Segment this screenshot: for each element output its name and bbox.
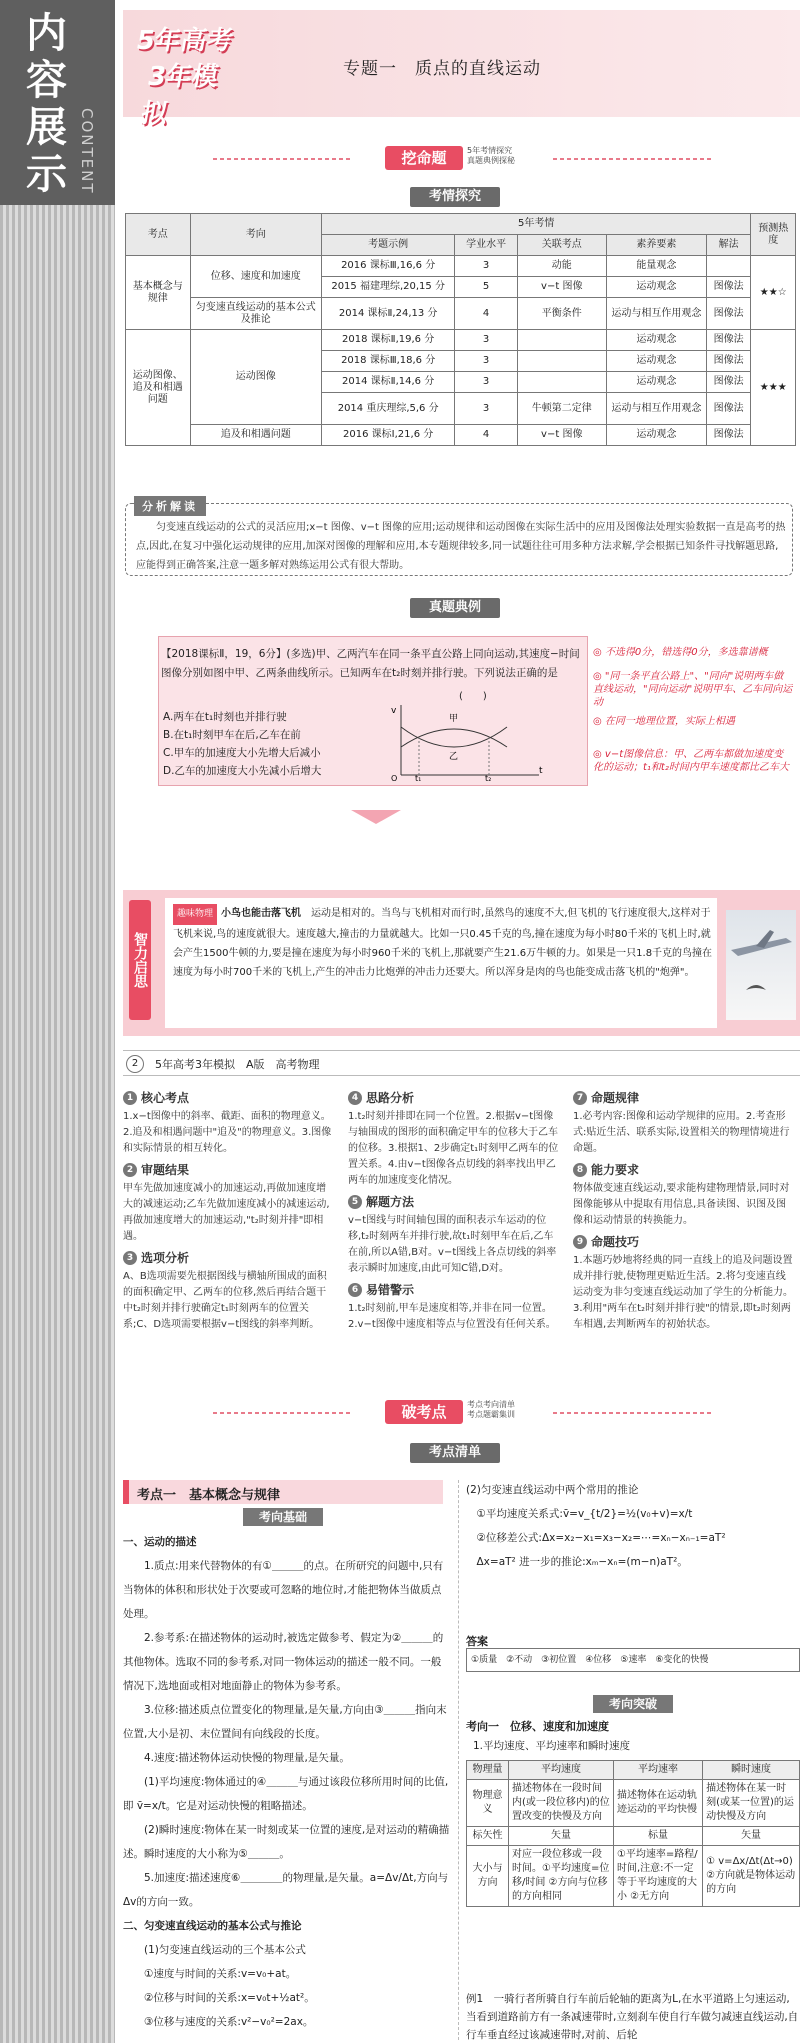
divider-line (553, 158, 713, 160)
guide-head: 1 核心考点 (123, 1090, 335, 1106)
divider-line (213, 158, 353, 160)
guide-head: 5 解题方法 (348, 1194, 560, 1210)
guide-head: 4 思路分析 (348, 1090, 560, 1106)
analysis-box (125, 500, 793, 576)
label-t1: t₁ (415, 774, 422, 781)
formula-block: (2)匀变速直线运动中两个常用的推论 ①平均速度关系式:v̄=v_{t/2}=½(v₀+v)=x/t ②位移差公式:Δx=x₂−x₁=x₃−x₂=⋯=xₙ−xₙ₋₁=aT² Δx=aT² 进一步的推论:xₘ−xₙ=(m−n)aT²。 (466, 1484, 726, 1568)
option-a: A.两车在t₁时刻也并排行驶 (163, 711, 287, 723)
kaodian-title: 考点清单 (410, 1443, 500, 1463)
analysis-tag: 分析解读 (134, 496, 206, 516)
note-4: ◎ v−t图像信息：甲、乙两车都做加速度变化的运动；t₁和t₂时间内甲车速度都比乙车大 (593, 749, 789, 773)
guide-head: 9 命题技巧 (573, 1234, 795, 1250)
vt-graph (389, 701, 549, 781)
kaodian-body: 一、运动的描述 1.质点:用来代替物体的有①＿＿＿的点。在所研究的问题中,只有当物体的体积和形状处于次要或可忽略的地位时,才能把物体当做质点处理。 2.参考系:在描述物体的运动时,被选定做参考、假定为②＿＿＿的其他物体。选取不同的参考系,对同一物体运动的描述一般不同。一般情况下,选地面或相对地面静止的物体为参考系。 3.位移:描述质点位置变化的物理量,是矢量,方向由③＿＿＿指向末位置,大小是初、末位置间有向线段的长度。 4.速度:描述物体运动快慢的物理量,是矢量。 (1)平均速度:物体通过的④＿＿＿与通过该段位移所用时间的比值,即 v̄=x/t。它是对运动快慢的粗略描述。 (2)瞬时速度:物体在某一时刻或某一位置的速度,是对运动的精确描述。瞬时速度的大小称为⑤＿＿＿。 5.加速度:描述速度⑥＿＿＿＿的物理量,是矢量。a=Δv/Δt,方向与Δv的方向一致。 二、匀变速直线运动的基本公式与推论 (1)匀变速直线运动的三个基本公式 ①速度与时间的关系:v=v₀+at。 ②位移与时间的关系:x=v₀t+½at²。 ③位移与速度的关系:v²−v₀²=2ax。 (123, 1536, 450, 2028)
note-1: ◎ 不选得0分，错选得0分，多选靠谱概 (593, 647, 768, 658)
guide-col-2: 4 思路分析 1.t₂时刻并排即在同一个位置。2.根据v−t图像与轴围成的图形的面积确定甲车的位移大于乙车的位移。3.根据1、2步确定t₁时刻甲乙两车的位置关系。4.由v−t图像各点切线的斜率找出甲乙两车的加速度变化情况。 5 解题方法 v−t图线与时间轴包围的面积表示车运动的位移,t₂时刻两车并排行驶,故t₁时刻甲车在后,乙车在前,所以A错,B对。v−t图线上各点切线的斜率表示瞬时加速度,由此可知C错,D对。 6 易错警示 1.t₂时刻前,甲车是速度相等,并非在同一位置。2.v−t图像中速度相等点与位置没有任何关系。 (348, 1091, 559, 1330)
guide-col-3: 7 命题规律 1.必考内容:图像和运动学规律的应用。2.考查形式:贴近生活、联系实际,设置相关的物理情境进行命题。 8 能力要求 物体做变速直线运动,要求能构建物理情景,同时对图像能够从中提取有用信息,具备读图、识图及图像和运动情景的转换能力。 9 命题技巧 1.本题巧妙地将经典的同一直线上的追及问题设置成并排行驶,使物理更贴近生活。2.将匀变速直线运动变为非匀变速直线运动加了学生的分析能力。3.利用"两车在t₂时刻并排行驶"的情景,即t₂时刻两车相遇,去判断两车的初始状态。 (573, 1091, 793, 1330)
chapter-title: 专题一 质点的直线运动 (343, 59, 541, 79)
section-banner: 挖命题 (385, 146, 463, 170)
direction-sub: 1.平均速度、平均速率和瞬时速度 (473, 1740, 631, 1752)
chapter-header (123, 10, 800, 129)
zhenti-title: 真题典例 (410, 598, 500, 618)
exam-question (158, 636, 588, 786)
fun-side-label: 智力启思 (129, 900, 151, 1020)
side-subtitle: CONTENT (78, 108, 96, 195)
banner-caption: 5年考情探究 真题典例探秘 (467, 146, 515, 165)
page-header (123, 1050, 800, 1076)
curve-yi (401, 727, 507, 747)
answer-blank: ( ) (459, 691, 487, 702)
option-b: B.在t₁时刻甲车在后,乙车在前 (163, 729, 301, 741)
page (123, 0, 800, 2043)
fun-text: 趣味物理 小鸟也能击落飞机 运动是相对的。当鸟与飞机相对而行时,虽然鸟的速度不大,但飞机的飞行速度很大,这样对于飞机来说,鸟的速度就很大。速度越大,撞击的力量就越大。比如一只0.45千克的鸟,撞在速度为每小时80千米的飞机上时,就会产生1500牛顿的力,要是撞在速度为每小时960千米的飞机上,那就要产生21.6万牛顿的力。如果是一只1.8千克的鸟撞在速度为每小时700千米的飞机上,产生的冲击力比炮弹的冲击力还要大。所以浑身是肉的鸟也能变成击落飞机的"炮弹"。 (173, 904, 713, 982)
label-yi: 乙 (449, 752, 459, 762)
note-3: ◎ 在同一地理位置，实际上相遇 (593, 716, 735, 727)
kaoxiang-tupo: 考向突破 (593, 1695, 673, 1713)
curve-jia (401, 729, 507, 747)
fun-physics (123, 890, 800, 1036)
side-title: 内容展示 (26, 9, 67, 198)
analysis-text: 匀变速直线运动的公式的灵活应用;x−t 图像、v−t 图像的应用;运动规律和运动图像在实际生活中的应用及图像法处理实验数据一直是高考的热点,因此,在复习中强化运动规律的应用,加深对图像的理解和应用,本专题规律较多,同一试题往往可用多种方法求解,学会根据已知条件寻找解题思路,应能得到正确答案,注意一题多解对熟练运用公式有很大帮助。 (136, 522, 786, 571)
answer-list: ①质量 ②不动 ③初位置 ④位移 ⑤速率 ⑥变化的快慢 (466, 1648, 800, 1672)
label-o: O (391, 774, 398, 781)
answer-box: 答案 ①质量 ②不动 ③初位置 ④位移 ⑤速率 ⑥变化的快慢 (466, 1630, 800, 1690)
divider-line (553, 1412, 713, 1414)
logo-line1: 5年高考 (133, 26, 236, 56)
option-c: C.甲车的加速度大小先增大后减小 (163, 747, 321, 759)
guide-head: 3 选项分析 (123, 1250, 335, 1266)
label-t: t (539, 766, 543, 776)
fun-card (165, 898, 717, 1028)
kaoqing-table: 考点 考向 5年考情 预测热度 考题示例 学业水平 关联考点 素养要素 解法 基本概念与规律 位移、速度和加速度 2016 课标Ⅲ,16,6 分 3 动能 能量观念 ★★☆ 2015 福建理综,20,15 分 5 v−t 图像 运动观念 图像法 匀变速直线运动的基本公式及推论 2014 课标Ⅱ,24,13 分 4 平衡条件 运动与相互作用观念 图像法 运动图像、追及和相遇问题 运动图像 2018 课标Ⅱ,19,6 分 3 运动观念 图像法 ★★★ 2018 课标Ⅲ,18,6 分 3 运动观念 图像法 2014 课标Ⅱ,14,6 分 3 运动观念 图像法 2014 重庆理综,5,6 分 3 牛顿第二定律 运动与相互作用观念 图像法 追及和相遇问题 2016 课标Ⅰ,21,6 分 4 v−t 图像 运动观念 图像法 (125, 213, 796, 446)
side-tab (0, 0, 115, 205)
label-jia: 甲 (449, 714, 459, 724)
guide-head: 7 命题规律 (573, 1090, 795, 1106)
kaoqing-title: 考情探究 (410, 187, 500, 207)
direction-title: 考向一 位移、速度和加速度 (466, 1720, 609, 1733)
left-stripe (0, 0, 115, 2043)
label-v: v (391, 706, 397, 716)
guide-head: 2 审题结果 (123, 1162, 335, 1178)
column-divider (458, 1480, 459, 2040)
guide-col-1: 1 核心考点 1.x−t图像中的斜率、截距、面积的物理意义。2.追及和相遇问题中"追及"的物理意义。3.图像和实际情景的相互转化。 2 审题结果 甲车先做加速度减小的加速运动,再做加速度增大的减速运动;乙车先做加速度减小的减速运动,再做加速度增大的加速运动,"t₂时刻并排"即相遇。 3 选项分析 A、B选项需要先根据图线与横轴所围成的面积的面积确定甲、乙两车的位移,然后再结合题干中t₂时刻并排行驶确定t₁时刻两车的位置关系;C、D选项需要根据v−t图线的斜率判断。 (123, 1090, 335, 1338)
option-d: D.乙车的加速度大小先减小后增大 (163, 765, 322, 777)
section-banner-2: 破考点 (385, 1400, 463, 1424)
logo (131, 14, 241, 129)
airplane-image (726, 910, 796, 1020)
page-number: 2 (126, 1055, 144, 1073)
label-t2: t₂ (485, 774, 492, 781)
note-2: ◎ "同一条平直公路上"、"同向"说明两车做直线运动，"同向运动"说明甲车、乙车同向运动 (593, 671, 793, 708)
kaoxiang-jichu: 考向基础 (243, 1508, 323, 1526)
guide-head: 6 易错警示 (348, 1282, 560, 1298)
question-stem: 【2018课标Ⅱ，19，6分】(多选)甲、乙两汽车在同一条平直公路上同向运动,其速度−时间图像分别如图中甲、乙两条曲线所示。已知两车在t₂时刻并排行驶。下列说法正确的是 (161, 648, 580, 679)
kaodian-bar: 考点一 基本概念与规律 (123, 1480, 443, 1504)
book-title: 5年高考3年模拟 A版 高考物理 (155, 1058, 320, 1071)
velocity-compare-table: 物理量 平均速度 平均速率 瞬时速度 物理意义 描述物体在一段时间内(或一段位移内)的位置改变的快慢及方向 描述物体在运动轨迹运动的平均快慢 描述物体在某一时刻(或某一位置)的运动快慢及方向 标矢性 矢量 标量 矢量 大小与方向 对应一段位移或一段时间。①平均速度=位移/时间 ②方向与位移的方向相同 ①平均速率=路程/时间,注意:不一定等于平均速度的大小 ②无方向 ① v=Δx/Δt(Δt→0) ②方向就是物体运动的方向 (466, 1760, 800, 1907)
example-1: 例1 一骑行者所骑自行车前后轮轴的距离为L,在水平道路上匀速运动,当看到道路前方有一条减速带时,立刻刹车使自行车做匀减速直线运动,自行车垂直经过该减速带时,对前、后轮 (466, 1993, 799, 2041)
guide-head: 8 能力要求 (573, 1162, 795, 1178)
banner-caption-2: 考点考向清单 考点题霸集训 (467, 1400, 515, 1419)
logo-line2: 3年模拟 (138, 62, 221, 129)
divider-line (213, 1412, 353, 1414)
down-arrow (351, 810, 401, 824)
